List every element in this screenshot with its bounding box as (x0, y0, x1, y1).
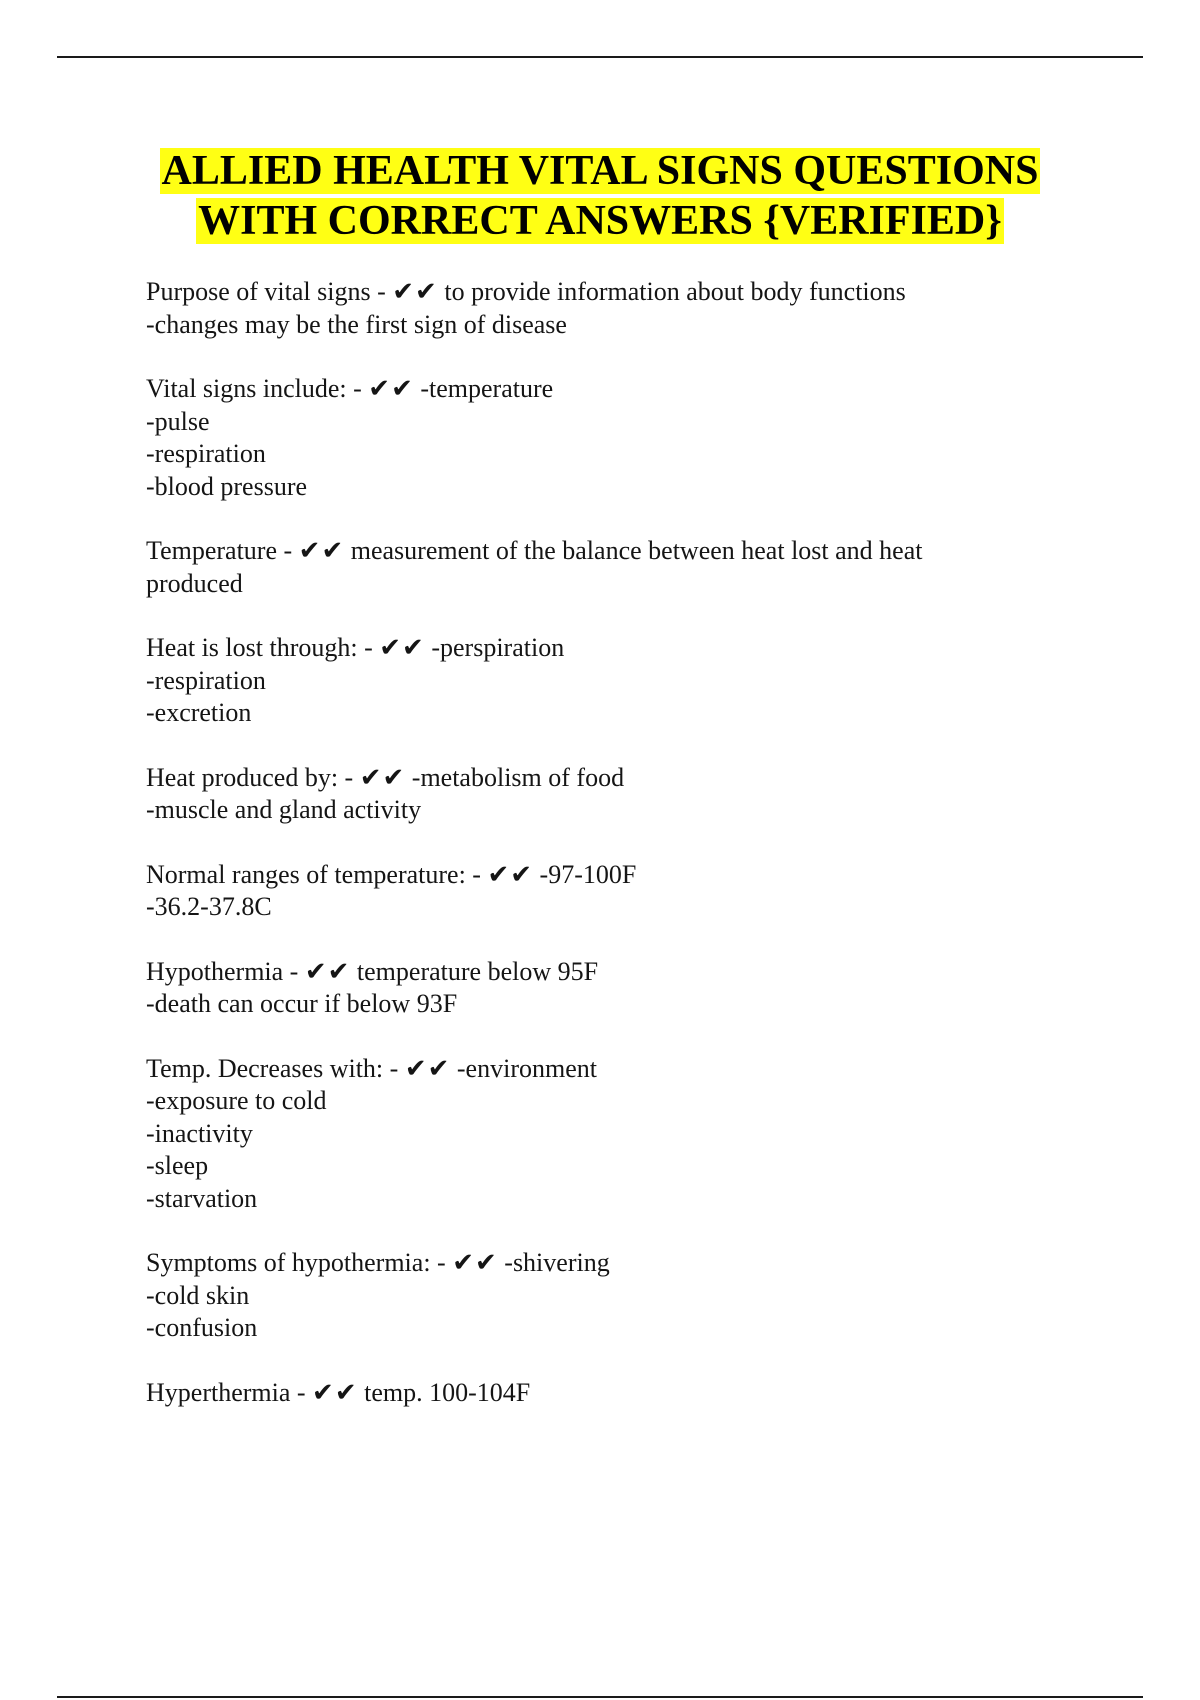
question-text: Normal ranges of temperature: - (146, 859, 488, 889)
question-text: Temp. Decreases with: - (146, 1053, 405, 1083)
qa-entry (146, 1247, 1106, 1345)
checkmark-icon: ✔✔ (312, 1377, 358, 1407)
answer-text: temp. 100-104F (357, 1377, 531, 1407)
qa-list (146, 276, 1106, 1441)
checkmark-icon: ✔✔ (379, 633, 425, 662)
checkmark-icon: ✔✔ (487, 859, 534, 889)
checkmark-icon: ✔✔ (404, 1053, 451, 1083)
title-line-1: ALLIED HEALTH VITAL SIGNS QUESTIONS (161, 148, 1039, 194)
qa-entry (146, 373, 1106, 503)
answer-text: to provide information about body functions -changes may be the first sign of disease (146, 277, 906, 339)
qa-entry (146, 276, 1106, 341)
qa-entry (146, 632, 1106, 730)
question-text: Temperature - (146, 536, 299, 565)
question-text: Symptoms of hypothermia: - (146, 1248, 453, 1277)
answer-text: -environment -exposure to cold -inactivity -sleep -starvation (146, 1053, 597, 1213)
document-title (0, 146, 1200, 246)
answer-text: measurement of the balance between heat lost and heat produced (146, 536, 923, 598)
title-highlight (160, 148, 1041, 244)
checkmark-icon: ✔✔ (452, 1248, 498, 1277)
qa-entry (146, 1377, 1106, 1410)
checkmark-icon: ✔✔ (359, 762, 406, 792)
question-text: Heat produced by: - (146, 762, 360, 792)
bottom-rule (57, 1696, 1143, 1698)
question-text: Hyperthermia - (146, 1377, 313, 1407)
checkmark-icon: ✔✔ (368, 374, 414, 403)
question-text: Heat is lost through: - (146, 633, 380, 662)
checkmark-icon: ✔✔ (304, 956, 351, 986)
checkmark-icon: ✔✔ (298, 536, 345, 565)
question-text: Vital signs include: - (146, 374, 369, 403)
qa-entry (146, 535, 1106, 600)
answer-text: temperature below 95F -death can occur if below 93F (146, 956, 599, 1018)
question-text: Hypothermia - (146, 956, 305, 986)
top-rule (57, 56, 1143, 58)
answer-text: -temperature -pulse -respiration -blood pressure (146, 374, 554, 501)
answer-text: -shivering -cold skin -confusion (146, 1248, 610, 1342)
qa-entry (146, 1053, 1106, 1216)
qa-entry (146, 859, 1106, 924)
answer-text: -97-100F -36.2-37.8C (146, 859, 637, 921)
checkmark-icon: ✔✔ (392, 277, 438, 306)
question-text: Purpose of vital signs - (146, 277, 393, 306)
qa-entry (146, 956, 1106, 1021)
answer-text: -metabolism of food -muscle and gland activity (146, 762, 625, 824)
title-line-2: WITH CORRECT ANSWERS {VERIFIED} (198, 198, 1002, 244)
answer-text: -perspiration -respiration -excretion (146, 633, 565, 727)
qa-entry (146, 762, 1106, 827)
